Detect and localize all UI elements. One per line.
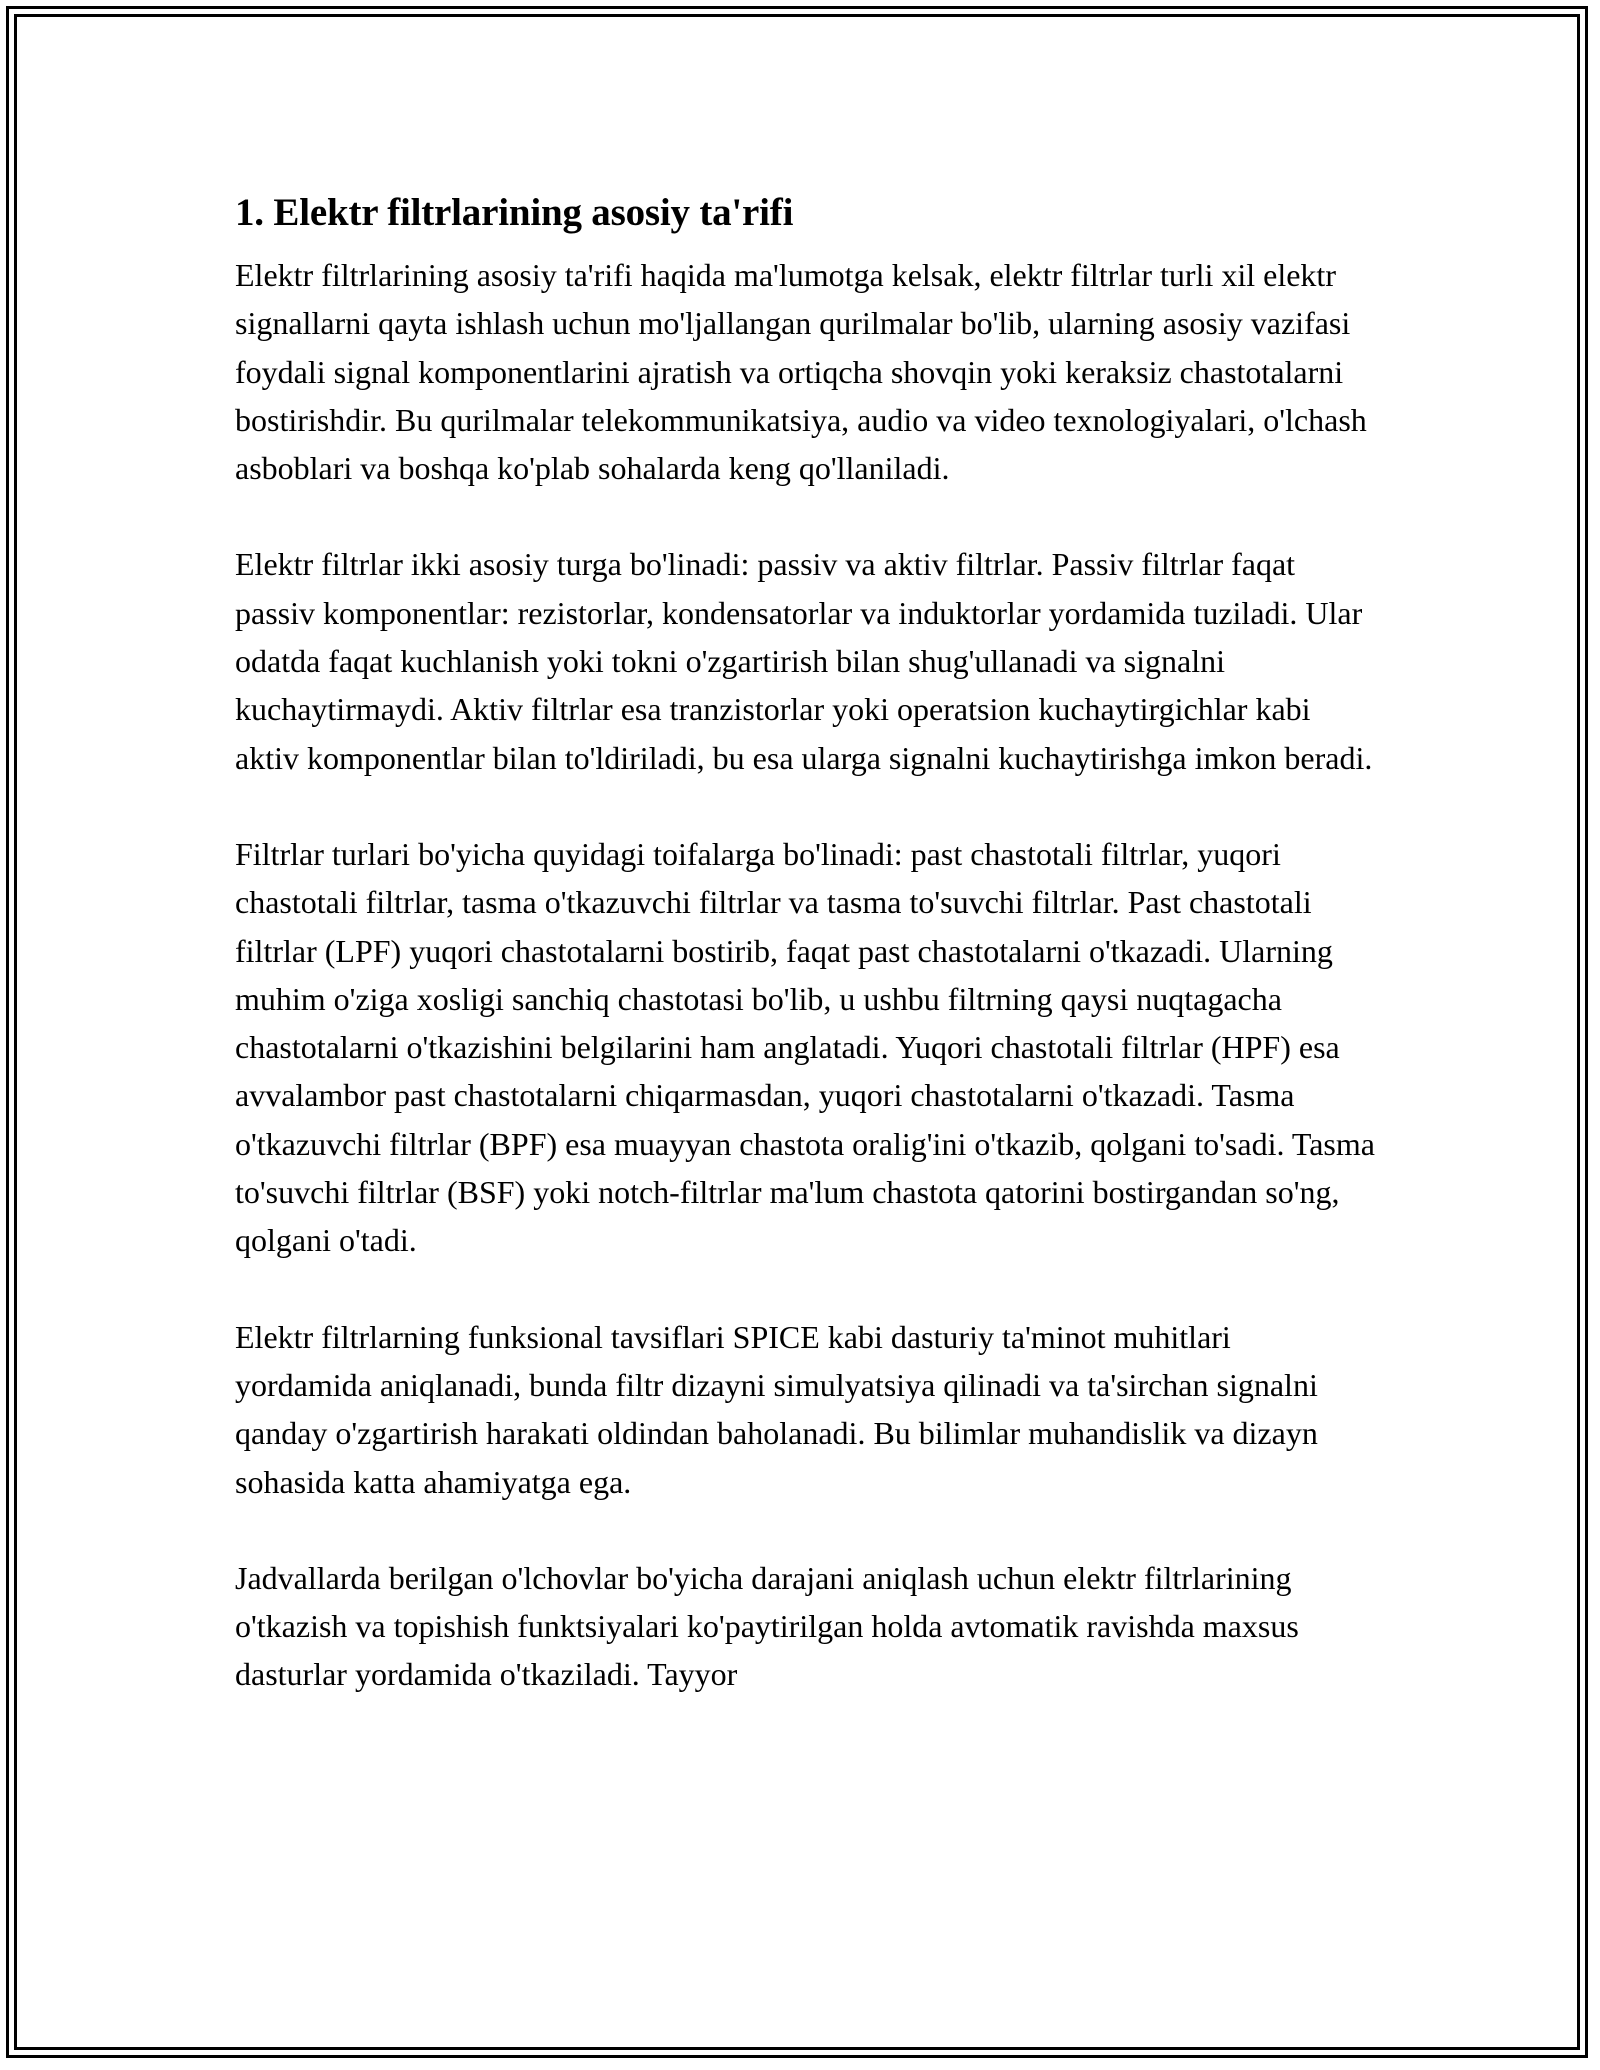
paragraph-spice-simulation: Elektr filtrlarning funksional tavsiflari SPICE kabi dasturiy ta'minot muhitlari yordamida aniqlanadi, bunda filtr dizayni simulyatsiya qilinadi va ta'sirchan signalni qanday o'zgartirish harakati oldindan baholanadi. Bu bilimlar muhandislik va dizayn sohasida katta ahamiyatga ega. [235, 1318, 1318, 1500]
document-body [235, 185, 1375, 1747]
paragraph-definition: Elektr filtrlarining asosiy ta'rifi haqida ma'lumotga kelsak, elektr filtrlar turli xil elektr signallarni qayta ishlash uchun mo'ljallangan qurilmalar bo'lib, ularning asosiy vazifasi foydali signal komponentlarini ajratish va ortiqcha shovqin yoki keraksiz chastotalarni bostirishdir. Bu qurilmalar telekommunikatsiya, audio va video texnologiyalari, o'lchash asboblari va boshqa ko'plab sohalarda keng qo'llaniladi. [235, 257, 1367, 487]
paragraph-passive-active: Elektr filtrlar ikki asosiy turga bo'linadi: passiv va aktiv filtrlar. Passiv filtrlar faqat passiv komponentlar: rezistorlar, kondensatorlar va induktorlar yordamida tuziladi. Ular odatda faqat kuchlanish yoki tokni o'zgartirish bilan shug'ullanadi va signalni kuchaytirmaydi. Aktiv filtrlar esa tranzistorlar yoki operatsion kuchaytirgichlar kabi aktiv komponentlar bilan to'ldiriladi, bu esa ularga signalni kuchaytirishga imkon beradi. [235, 546, 1373, 776]
paragraph-filter-types: Filtrlar turlari bo'yicha quyidagi toifalarga bo'linadi: past chastotali filtrlar, yuqori chastotali filtrlar, tasma o'tkazuvchi filtrlar va tasma to'suvchi filtrlar. Past chastotali filtrlar (LPF) yuqori chastotalarni bostirib, faqat past chastotalarni o'tkazadi. Ularning muhim o'ziga xosligi sanchiq chastotasi bo'lib, u ushbu filtrning qaysi nuqtagacha chastotalarni o'tkazishini belgilarini ham anglatadi. Yuqori chastotali filtrlar (HPF) esa avvalambor past chastotalarni chiqarmasdan, yuqori chastotalarni o'tkazadi. Tasma o'tkazuvchi filtrlar (BPF) esa muayyan chastota oralig'ini o'tkazib, qolgani to'sadi. Tasma to'suvchi filtrlar (BSF) yoki notch-filtrlar ma'lum chastota qatorini bostirgandan so'ng, qolgani o'tadi. [235, 835, 1375, 1259]
section-heading: 1. Elektr filtrlarining asosiy ta'rifi [235, 191, 794, 234]
paragraph-tables: Jadvallarda berilgan o'lchovlar bo'yicha darajani aniqlash uchun elektr filtrlarining o'tkazish va topishish funktsiyalari ko'paytirilgan holda avtomatik ravishda maxsus dasturlar yordamida o'tkaziladi. Tayyor [235, 1559, 1299, 1693]
